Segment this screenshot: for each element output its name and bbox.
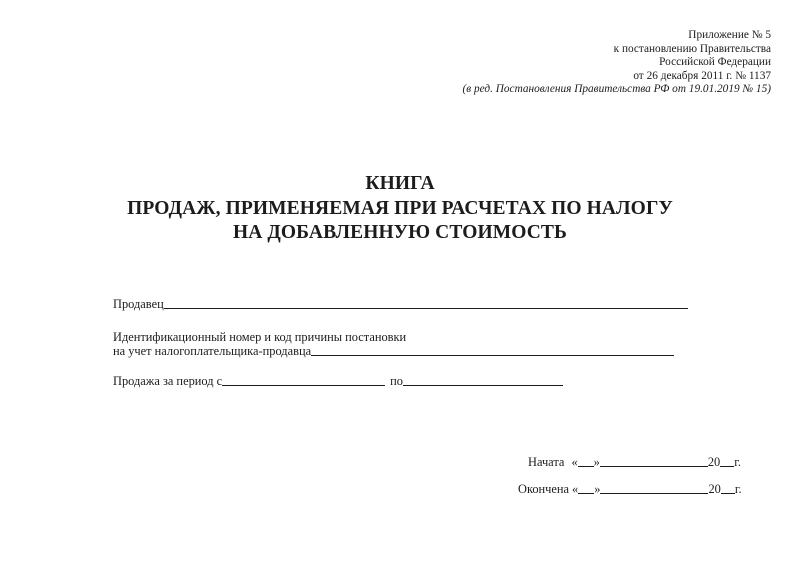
period-to-blank-line[interactable] [403, 384, 563, 386]
appendix-number: Приложение № 5 [688, 29, 771, 41]
ended-year-blank[interactable] [721, 492, 735, 494]
inn-label-line-2: на учет налогоплательщика-продавца [113, 344, 312, 358]
period-from-label: Продажа за период с [113, 374, 223, 388]
started-month-blank[interactable] [600, 465, 708, 467]
started-year-prefix: 20 [707, 455, 721, 469]
inn-label-line-1: Идентификационный номер и код причины постановки [113, 330, 407, 344]
inn-blank-line[interactable] [311, 354, 674, 356]
appendix-amendment-note: (в ред. Постановления Правительства РФ от 19.01.2019 № 15) [462, 83, 771, 96]
seller-label: Продавец [113, 297, 164, 311]
started-field [528, 455, 741, 470]
appendix-country: Российской Федерации [659, 56, 771, 69]
started-close-quote: » [593, 455, 600, 469]
ended-open-quote: « [572, 482, 579, 496]
ended-label: Окончена [518, 482, 570, 496]
started-year-suffix: г. [734, 455, 742, 469]
document-title [0, 172, 800, 246]
seller-blank-line[interactable] [164, 307, 688, 309]
started-label: Начата [528, 455, 565, 469]
period-from-blank-line[interactable] [222, 384, 385, 386]
ended-day-blank[interactable] [578, 492, 594, 494]
ended-year-prefix: 20 [708, 482, 721, 496]
seller-field [113, 297, 688, 312]
title-line-3: НА ДОБАВЛЕННУЮ СТОИМОСТЬ [232, 222, 568, 243]
period-to-label: по [390, 374, 403, 388]
appendix-date: от 26 декабря 2011 г. № 1137 [633, 69, 771, 82]
ended-close-quote: » [594, 482, 601, 496]
ended-year-suffix: г. [734, 482, 742, 496]
started-year-blank[interactable] [720, 465, 734, 467]
appendix-block [463, 29, 771, 97]
appendix-resolution: к постановлению Правительства [613, 42, 771, 55]
ended-field [518, 482, 742, 497]
inn-field [113, 344, 674, 359]
title-line-2: ПРОДАЖ, ПРИМЕНЯЕМАЯ ПРИ РАСЧЕТАХ ПО НАЛОГУ [127, 197, 673, 219]
period-field [113, 374, 563, 389]
title-line-1: КНИГА [365, 173, 435, 194]
started-day-blank[interactable] [578, 465, 594, 467]
started-open-quote: « [571, 455, 578, 469]
ended-month-blank[interactable] [600, 492, 708, 494]
